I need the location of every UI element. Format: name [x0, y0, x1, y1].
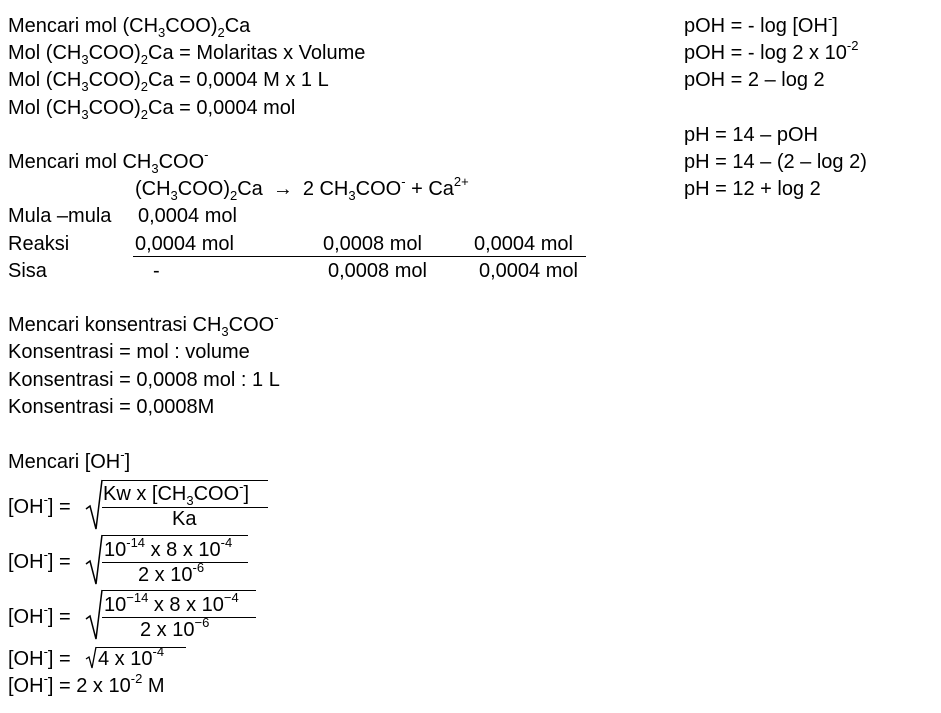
- mol-line-3: Mol $(CH_3COO)_2Ca = 0,0004$ mol: [8, 97, 296, 122]
- row-sisa-label: Sisa: [8, 260, 47, 282]
- row-mula-label: Mula –mula: [8, 205, 112, 227]
- row-reaksi-c3: 0,0004 mol: [474, 233, 573, 255]
- fraction-1-denominator: Ka: [172, 508, 197, 530]
- ph-line-3: pH = 12 + log 2: [684, 178, 821, 200]
- row-mula-c1: 0,0004 mol: [138, 205, 237, 227]
- mol-line-1: Mol $(CH_3COO)_2Ca$ = Molaritas x Volume: [8, 42, 366, 67]
- fraction-1-numerator: Kw x $[CH_3COO^-]$: [103, 479, 250, 508]
- sqrt-icon: [86, 479, 102, 531]
- oh-lhs-3: [OH-] =: [8, 602, 71, 628]
- reaction-arrow: →: [272, 178, 293, 200]
- poh-line-3: pOH = 2 – log 2: [684, 69, 825, 91]
- reaction-equation: $(CH_3COO)_2Ca \to 2$ $CH_3COO^- + Ca^{2+}$: [135, 174, 469, 203]
- row-sisa-c3: 0,0004 mol: [479, 260, 578, 282]
- mol-line-2: Mol $(CH_3COO)_2Ca = 0,0004$ M x 1 L: [8, 69, 329, 94]
- konsentrasi-line-3: Konsentrasi = 0,0008M: [8, 396, 215, 418]
- fraction-3-denominator: 2 x $10^{-6}$: [140, 615, 210, 641]
- poh-line-1: pOH = - log [OH-]: [684, 11, 838, 37]
- oh-result: [OH-] = 2 x $10^{-2}$ M: [8, 671, 165, 697]
- ph-line-2: pH = 14 – (2 – log 2): [684, 151, 867, 173]
- sqrt-icon: [86, 646, 96, 670]
- konsentrasi-line-1: Konsentrasi = mol : volume: [8, 341, 250, 363]
- oh-lhs-2: [OH-] =: [8, 547, 71, 573]
- row-reaksi-c2: 0,0008 mol: [323, 233, 422, 255]
- row-reaksi-label: Reaksi: [8, 233, 70, 255]
- sqrt-radicand: 4 x $10^{-4}$: [98, 644, 165, 670]
- row-sisa-c1: -: [153, 260, 160, 282]
- sqrt-icon: [86, 534, 102, 586]
- fraction-2-denominator: 2 x $10^{-6}$: [138, 560, 205, 586]
- ph-line-1: pH = 14 – pOH: [684, 124, 818, 146]
- konsentrasi-line-2: Konsentrasi = 0,0008 mol : 1 L: [8, 369, 280, 391]
- row-sisa-c2: 0,0008 mol: [328, 260, 427, 282]
- oh-lhs-4: [OH-] =: [8, 644, 71, 670]
- oh-heading: Mencari [OH-]: [8, 447, 131, 473]
- reaction-heading: Mencari mol $CH_3COO^-$: [8, 147, 209, 176]
- mol-heading: Mencari mol $(CH_3COO)_2Ca$: [8, 15, 251, 40]
- sqrt-icon: [86, 589, 102, 641]
- row-reaksi-c1: 0,0004 mol: [135, 233, 234, 255]
- fraction-2-numerator: $10^{-14}$ x 8 x $10^{-4}$: [104, 535, 233, 561]
- oh-lhs-1: [OH-] =: [8, 492, 71, 518]
- fraction-3-numerator: $10^{-14}$ x 8 x $10^{-4}$: [104, 590, 239, 616]
- poh-line-2: pOH = - log 2 x $10^{-2}$: [684, 38, 859, 64]
- konsentrasi-heading: Mencari konsentrasi $CH_3COO^-$: [8, 310, 279, 339]
- reaction-underline: [133, 256, 586, 257]
